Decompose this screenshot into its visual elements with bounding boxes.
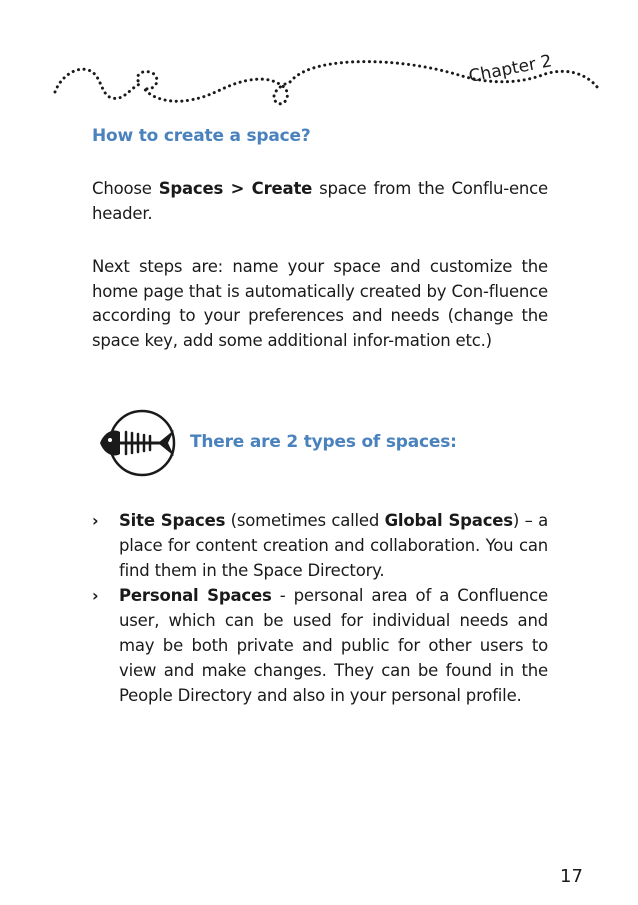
list-item-personal-spaces	[92, 583, 548, 708]
list-item-site-spaces	[92, 508, 548, 583]
header-decoration	[0, 0, 638, 120]
space-types-list	[92, 508, 548, 708]
site-spaces-text2: ) – a place for content creation and collaboration. You can find them in the Space Directory.	[119, 511, 548, 580]
personal-spaces-term: Personal Spaces	[119, 586, 272, 605]
paragraph-create-space	[92, 177, 548, 226]
personal-spaces-text: - personal area of a Confluence user, which can be used for individual needs and may be both private and public for other users to view and make changes. They can be found in the People Directory and also in your personal profile.	[119, 586, 548, 705]
chapter-label: Chapter 2	[467, 51, 554, 87]
fish-skeleton-icon	[96, 408, 180, 478]
section-title: How to create a space?	[92, 126, 311, 146]
menu-separator: >	[223, 179, 252, 198]
chevron-right-icon: ›	[92, 586, 99, 605]
menu-spaces: Spaces	[158, 179, 224, 198]
global-spaces-term: Global Spaces	[384, 511, 513, 530]
site-spaces-text1: (sometimes called	[225, 511, 385, 530]
p1-suffix: space from the Conflu-ence header.	[92, 179, 548, 223]
types-heading: There are 2 types of spaces:	[190, 432, 457, 452]
chevron-right-icon: ›	[92, 511, 99, 530]
p1-prefix: Choose	[92, 179, 159, 198]
site-spaces-term: Site Spaces	[119, 511, 226, 530]
menu-create: Create	[251, 179, 313, 198]
page-number: 17	[560, 866, 583, 887]
paragraph-next-steps: Next steps are: name your space and customize the home page that is automatically created by Con-fluence according to your preferences and needs (change the space key, add some additional infor-mation etc.)	[92, 257, 548, 350]
